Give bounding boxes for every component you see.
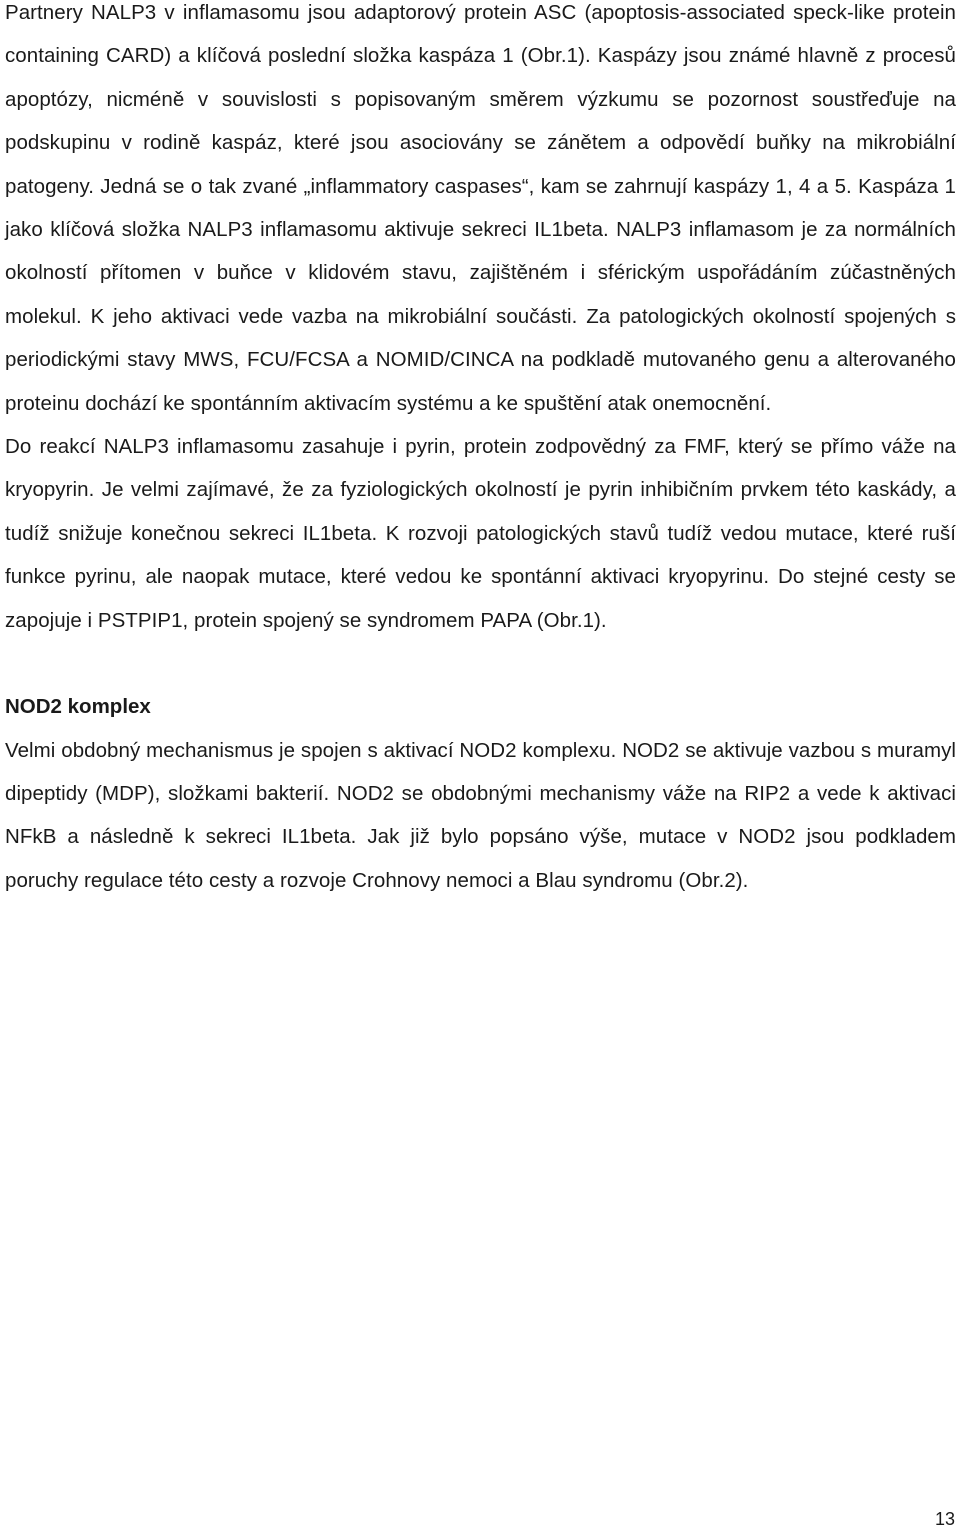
section-nod2: [5, 685, 956, 902]
page-number: 13: [934, 1509, 955, 1529]
paragraph-pyrin: Do reakcí NALP3 inflamasomu zasahuje i pyrin, protein zodpovědný za FMF, který se přímo váže na kryopyrin. Je velmi zajímavé, že za fyziologických okolností je pyrin inhibičním prvkem této kaskády, a tudíž snižuje konečnou sekreci IL1beta. K rozvoji patologických stavů tudíž vedou mutace, které ruší funkce pyrinu, ale naopak mutace, které vedou ke spontánní aktivaci kryopyrinu. Do stejné cesty se zapojuje i PSTPIP1, protein spojený se syndromem PAPA (Obr.1).: [5, 435, 956, 632]
paragraph-nalp3-inflamasom: Partnery NALP3 v inflamasomu jsou adaptorový protein ASC (apoptosis-associated speck-like protein containing CARD) a klíčová poslední složka kaspáza 1 (Obr.1). Kaspázy jsou známé hlavně z procesů apoptózy, nicméně v souvislosti s popisovaným směrem výzkumu se pozornost soustřeďuje na podskupinu v rodině kaspáz, které jsou asociovány se zánětem a odpovědí buňky na mikrobiální patogeny. Jedná se o tak zvané „inflammatory caspases“, kam se zahrnují kaspázy 1, 4 a 5. Kaspáza 1 jako klíčová složka NALP3 inflamasomu aktivuje sekreci IL1beta. NALP3 inflamasom je za normálních okolností přítomen v buňce v klidovém stavu, zajištěném i sférickým uspořádáním zúčastněných molekul. K jeho aktivaci vede vazba na mikrobiální součásti. Za patologických okolností spojených s periodickými stavy MWS, FCU/FCSA a NOMID/CINCA na podkladě mutovaného genu a alterovaného proteinu dochází ke spontánním aktivacím systému a ke spuštění atak onemocnění.: [5, 1, 956, 415]
document-page: [5, 0, 956, 902]
paragraph-nod2-komplex: Velmi obdobný mechanismus je spojen s aktivací NOD2 komplexu. NOD2 se aktivuje vazbou s muramyl dipeptidy (MDP), složkami bakterií. NOD2 se obdobnými mechanismy váže na RIP2 a vede k aktivaci NFkB a následně k sekreci IL1beta. Jak již bylo popsáno výše, mutace v NOD2 jsou podkladem poruchy regulace této cesty a rozvoje Crohnovy nemoci a Blau syndromu (Obr.2).: [5, 738, 956, 892]
section-heading: NOD2 komplex: [5, 695, 151, 719]
